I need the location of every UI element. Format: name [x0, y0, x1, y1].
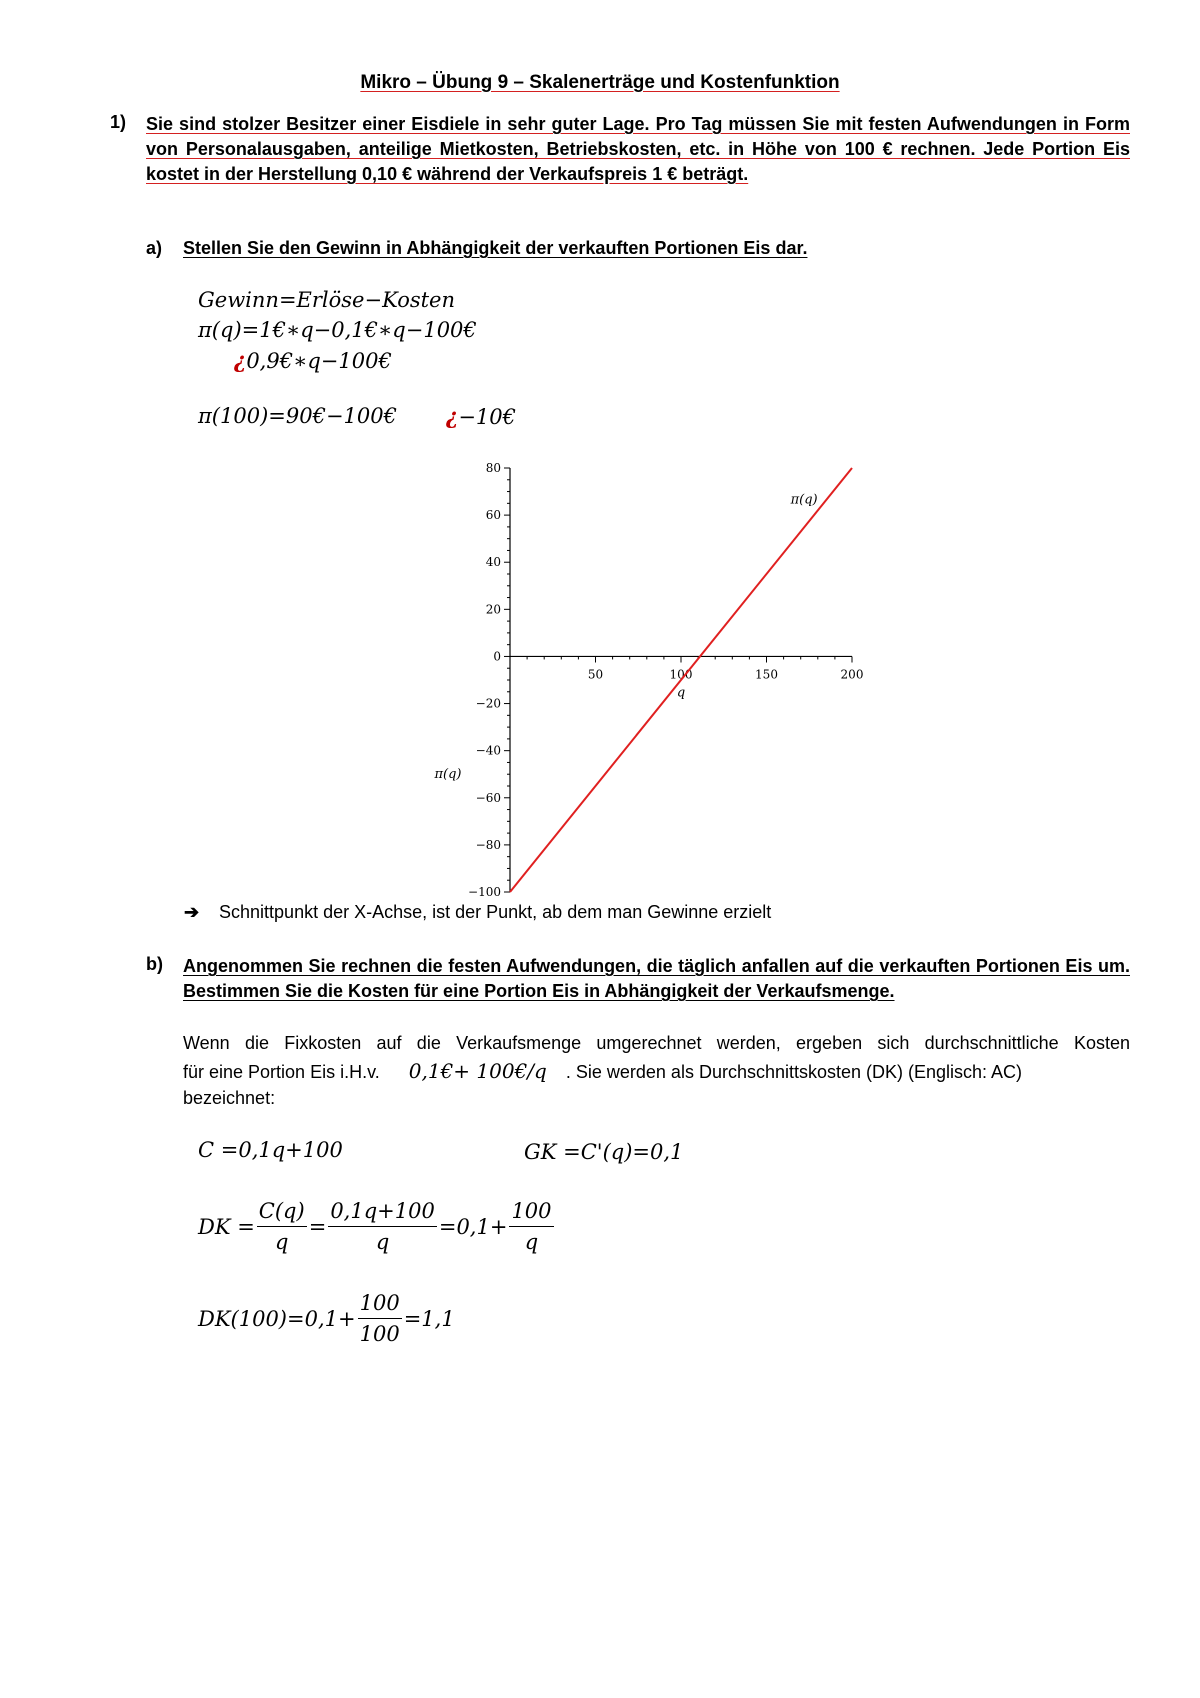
- y-tick-label: 60: [485, 508, 501, 523]
- y-tick-label: −40: [475, 743, 501, 758]
- part-a-label: a): [146, 238, 163, 258]
- fraction-numerator: 100: [358, 1290, 402, 1319]
- y-tick-label: 80: [485, 461, 501, 475]
- note: [184, 902, 771, 923]
- equation-marker: ¿: [446, 404, 459, 429]
- x-axis-label: q: [676, 685, 686, 701]
- equation-average-cost-at-100: [198, 1290, 455, 1347]
- part-b-text-line2-a: für eine Portion Eis i.H.v.: [183, 1062, 380, 1082]
- x-tick-label: 50: [587, 667, 604, 682]
- equation-profit-at-100: π(100)=90€−100€: [198, 404, 397, 428]
- dk-equals: =: [308, 1214, 327, 1239]
- profit-chart: [410, 456, 880, 906]
- x-tick-label: 150: [755, 667, 778, 682]
- dk100-lhs: DK(100)=0,1+: [198, 1306, 356, 1331]
- fraction-cost-over-q: [257, 1198, 307, 1255]
- y-tick-label: −20: [475, 696, 501, 711]
- fraction-denominator: q: [375, 1230, 390, 1254]
- y-tick-label: 40: [485, 555, 501, 570]
- y-tick-label: 0: [493, 649, 501, 664]
- equation-average-cost: [198, 1198, 556, 1255]
- dk-lhs: DK =: [198, 1214, 255, 1239]
- task-number: 1): [110, 112, 127, 132]
- arrow-right-icon: ➔: [184, 902, 200, 922]
- fraction-denominator: q: [524, 1230, 539, 1254]
- fraction-cost-expression: [328, 1198, 437, 1255]
- equation-marker: ¿: [234, 348, 247, 373]
- part-b-heading: Angenommen Sie rechnen die festen Aufwendungen, die täglich anfallen auf die verkauften Portionen Eis um. Bestimmen Sie die Kosten für eine Portion Eis in Abhängigkeit der Verkaufsmenge.: [183, 956, 1130, 1001]
- part-b-label: b): [146, 954, 163, 974]
- fraction-denominator: q: [275, 1230, 289, 1254]
- fraction-denominator: 100: [359, 1322, 400, 1346]
- equation-profit-result: [446, 404, 516, 429]
- y-tick-label: −100: [468, 885, 501, 899]
- part-a-heading: Stellen Sie den Gewinn in Abhängigkeit der verkauften Portionen Eis dar.: [183, 238, 808, 258]
- task-statement: Sie sind stolzer Besitzer einer Eisdiele in sehr guter Lage. Pro Tag müssen Sie mit festen Aufwendungen in Form von Personalausgaben, anteilige Mietkosten, Betriebskosten, etc. in Höhe von 100 € rechnen. Jede Portion Eis kostet in der Herstellung 0,10 € während der Verkaufspreis 1 € beträgt.: [146, 114, 1130, 184]
- fraction-numerator: C(q): [257, 1198, 307, 1227]
- equation-profit-simplified: [234, 348, 392, 373]
- average-cost-inline: 0,1€+ 100€/q: [408, 1059, 547, 1083]
- dk-equals-const: =0,1+: [438, 1214, 508, 1239]
- x-tick-label: 200: [840, 667, 864, 682]
- fraction-fixed-cost: [509, 1198, 553, 1255]
- part-b-text-line1: Wenn die Fixkosten auf die Verkaufsmenge umgerechnet werden, ergeben sich durchschnittliche Kosten: [183, 1033, 1130, 1053]
- equation-marginal-cost: GK =C'(q)=0,1: [524, 1140, 684, 1164]
- page-title: Mikro – Übung 9 – Skalenerträge und Kostenfunktion: [360, 72, 840, 93]
- fraction-100-over-100: [358, 1290, 402, 1347]
- equation-profit-simplified-text: 0,9€∗q−100€: [246, 349, 392, 373]
- part-b-text-line2: [183, 1058, 1130, 1086]
- y-axis-label: π(q): [434, 767, 462, 783]
- y-tick-label: 20: [485, 602, 501, 617]
- note-text: Schnittpunkt der X-Achse, ist der Punkt, ab dem man Gewinne erzielt: [219, 902, 772, 922]
- equation-cost-function: C =0,1q+100: [198, 1138, 343, 1162]
- fraction-numerator: 100: [509, 1198, 553, 1227]
- dk100-rhs: =1,1: [403, 1306, 455, 1331]
- series-label: π(q): [790, 492, 818, 508]
- x-tick-label: 100: [669, 667, 693, 682]
- y-tick-label: −60: [475, 790, 501, 805]
- equation-profit-definition: Gewinn=Erlöse−Kosten: [198, 288, 456, 312]
- fraction-numerator: 0,1q+100: [328, 1198, 437, 1227]
- part-b-text-line2-b: . Sie werden als Durchschnittskosten (DK) (Englisch: AC): [565, 1062, 1023, 1082]
- equation-profit-function: π(q)=1€∗q−0,1€∗q−100€: [198, 318, 477, 342]
- y-tick-label: −80: [475, 837, 501, 852]
- series-line: [510, 468, 852, 892]
- part-b-text-line3: bezeichnet:: [183, 1088, 276, 1108]
- equation-profit-result-text: −10€: [458, 405, 516, 429]
